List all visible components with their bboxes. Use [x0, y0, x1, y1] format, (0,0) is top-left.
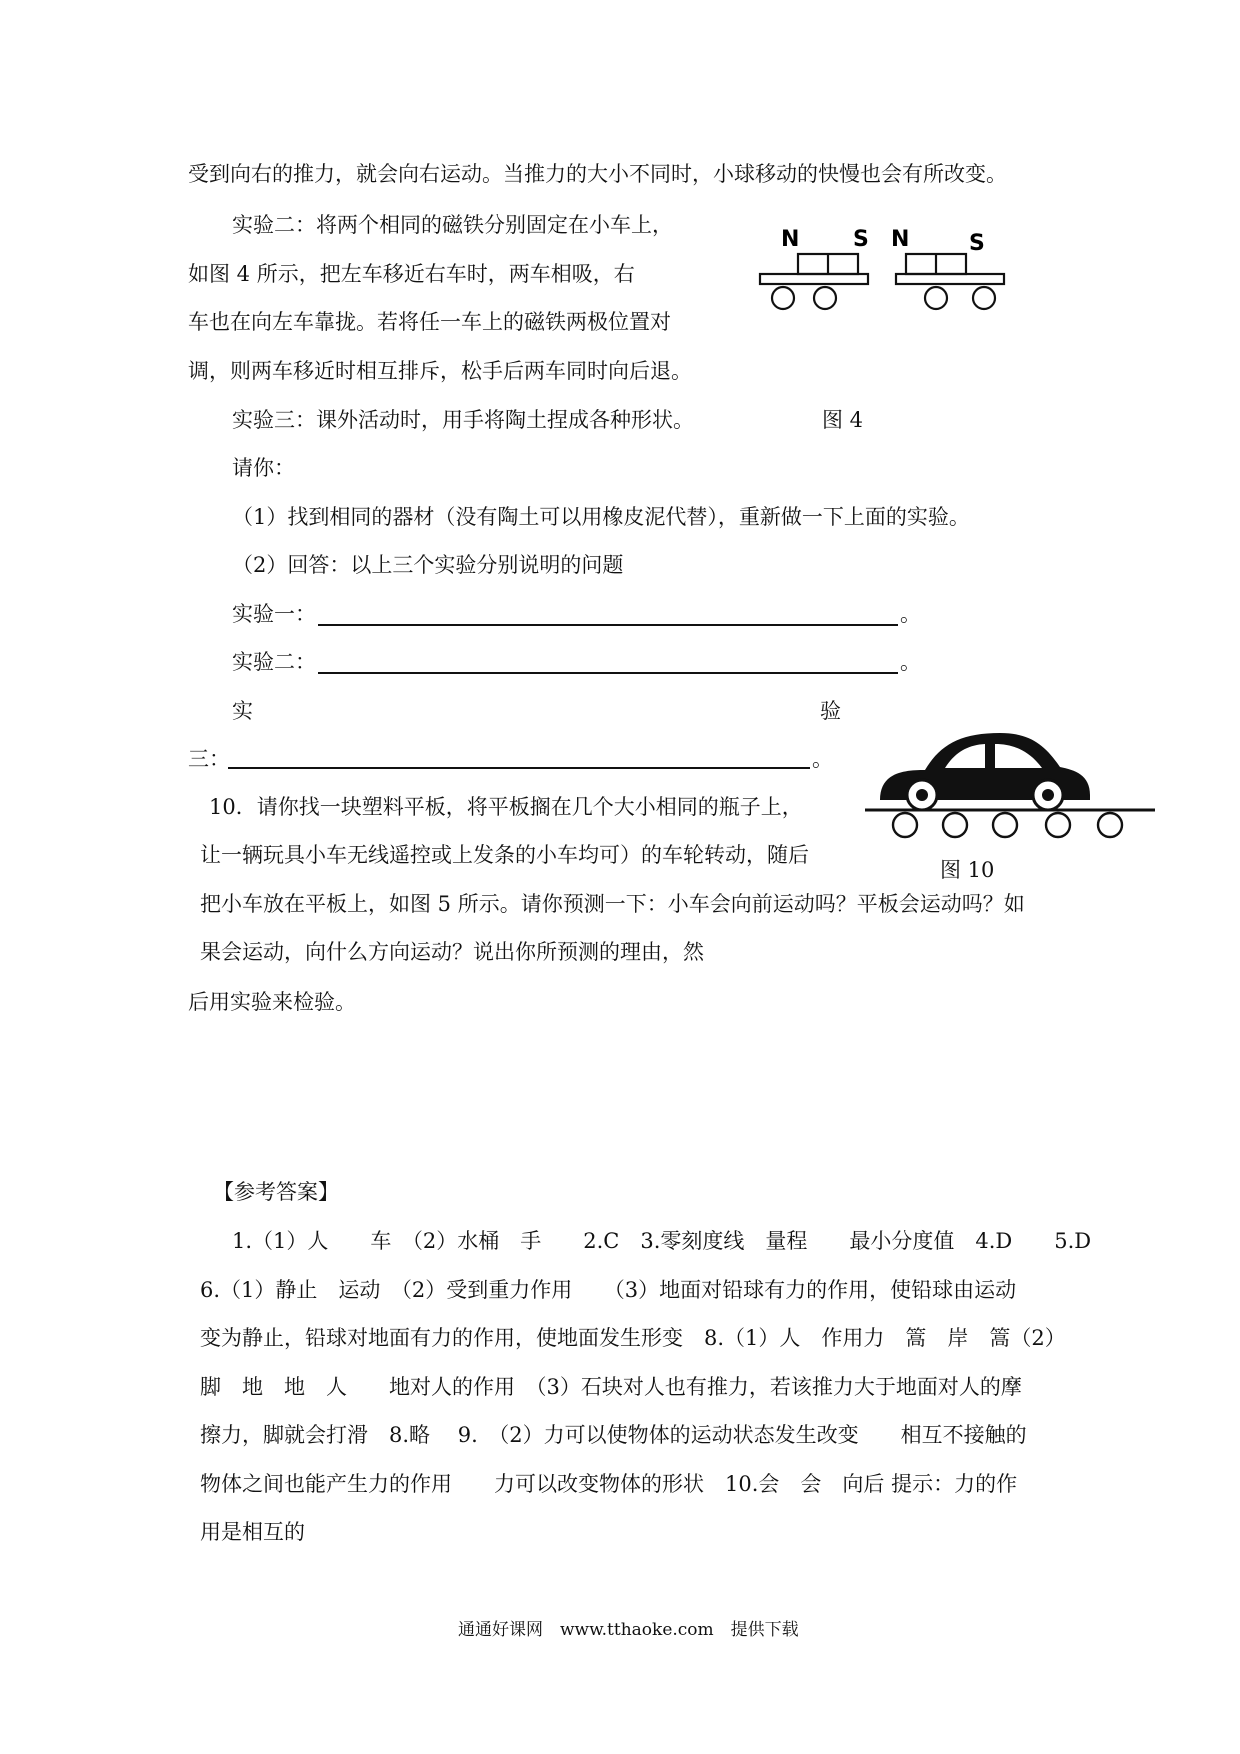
experiment-two-text: 调，则两车移近时相互排斥，松手后两车同时向后退。 [188, 359, 692, 383]
answer-line: 擦力，脚就会打滑 8.略 9. （2）力可以使物体的运动状态发生改变 相互不接触的 [200, 1423, 1027, 1447]
question-2: （2）回答：以上三个实验分别说明的问题 [232, 553, 624, 577]
answer-line: 1.（1）人 车 （2）水桶 手 2.C 3.零刻度线 量程 最小分度值 4.D 5.D [232, 1229, 1092, 1253]
experiment-two-text: 车也在向左车靠拢。若将任一车上的磁铁两极位置对 [188, 310, 671, 334]
answer-line: 变为静止，铅球对地面有力的作用，使地面发生形变 8.（1）人 作用力 篙 岸 篙（2） [200, 1326, 1066, 1350]
magnet-pole-label: N [891, 227, 910, 252]
blank-label-exp3-part: 三： [188, 747, 230, 771]
experiment-two-text: 实验二：将两个相同的磁铁分别固定在小车上， [232, 213, 673, 237]
blank-end-mark: 。 [812, 747, 833, 771]
magnet-pole-label: N [781, 227, 800, 252]
question-10-text: 果会运动，向什么方向运动？说出你所预测的理由，然 [200, 940, 704, 964]
magnet-pole-label: S [853, 227, 869, 252]
figure-4-caption: 图 4 [822, 408, 864, 432]
question-intro: 请你： [232, 456, 295, 480]
answers-heading: 【参考答案】 [213, 1180, 339, 1204]
question-10-text: 把小车放在平板上，如图 5 所示。请你预测一下：小车会向前运动吗？平板会运动吗？如 [200, 892, 1025, 916]
answer-line: 用是相互的 [200, 1520, 305, 1544]
figure-10-caption: 图 10 [940, 858, 995, 882]
blank-label-exp2: 实验二： [232, 650, 316, 674]
blank-end-mark: 。 [900, 650, 921, 674]
body-text-line: 受到向右的推力，就会向右运动。当推力的大小不同时，小球移动的快慢也会有所改变。 [188, 162, 1007, 186]
question-10-text: 10．请你找一块塑料平板，将平板搁在几个大小相同的瓶子上， [209, 795, 803, 819]
experiment-two-text: 如图 4 所示，把左车移近右车时，两车相吸，右 [188, 262, 635, 286]
question-10-text: 后用实验来检验。 [188, 990, 356, 1014]
answer-line: 物体之间也能产生力的作用 力可以改变物体的形状 10.会 会 向后 提示：力的作 [200, 1472, 1018, 1496]
blank-label-exp3-part: 实 [232, 699, 253, 723]
page-footer: 通通好课网 www.tthaoke.com 提供下载 [458, 1620, 799, 1640]
blank-end-mark: 。 [900, 602, 921, 626]
answer-line: 脚 地 地 人 地对人的作用 （3）石块对人也有推力，若该推力大于地面对人的摩 [200, 1375, 1022, 1399]
answer-line: 6.（1）静止 运动 （2）受到重力作用 （3）地面对铅球有力的作用，使铅球由运动 [200, 1278, 1017, 1302]
experiment-three-text: 实验三：课外活动时，用手将陶土捏成各种形状。 [232, 408, 694, 432]
question-10-text: 让一辆玩具小车无线遥控或上发条的小车均可）的车轮转动，随后 [200, 843, 809, 867]
question-1: （1）找到相同的器材（没有陶土可以用橡皮泥代替），重新做一下上面的实验。 [232, 505, 970, 529]
blank-label-exp1: 实验一： [232, 602, 316, 626]
blank-label-exp3-part: 验 [820, 699, 841, 723]
magnet-pole-label: S [969, 231, 985, 256]
